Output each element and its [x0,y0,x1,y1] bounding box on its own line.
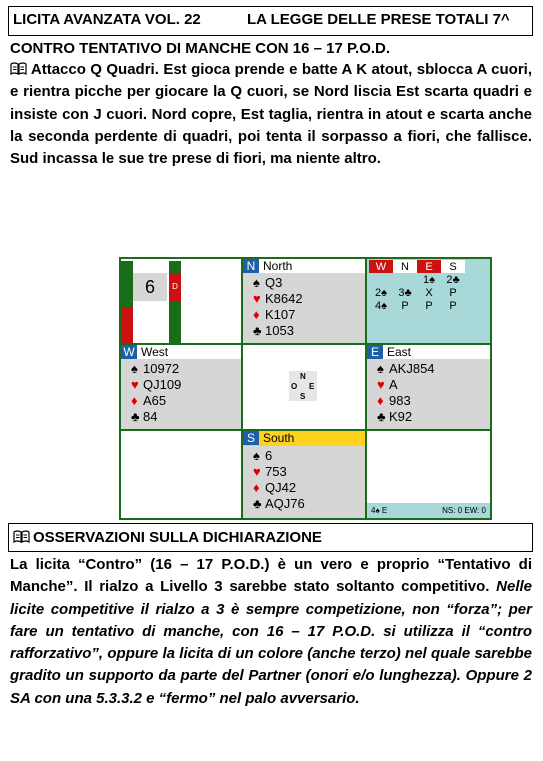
north-name: North [263,259,293,273]
west-hand [121,345,241,429]
west-clubs: 84 [143,409,158,424]
empty-cell [121,431,241,518]
bid-cell [393,273,417,286]
bid-cell: P [401,299,409,312]
east-name: East [387,345,412,359]
south-hearts: 753 [265,464,287,479]
heart-icon: ♥ [253,291,261,306]
compass-e: E [309,382,315,391]
east-spades: AKJ854 [389,361,435,376]
section-title: CONTRO TENTATIVO DI MANCHE CON 16 – 17 P.O.D. [10,40,391,57]
compass [289,371,317,401]
bid-header-n: N [393,260,417,273]
bid-cell: 4♠ [375,299,387,312]
spade-icon: ♠ [253,275,260,290]
book-icon [13,530,30,548]
diamond-icon: ♦ [253,307,260,322]
bid-cell [369,273,393,286]
score-line: NS: 0 EW: 0 [442,506,486,515]
bid-cell: 3♣ [398,286,412,299]
bid-cell: X [425,286,433,299]
club-icon: ♣ [253,496,262,511]
north-spades: Q3 [265,275,283,290]
bid-cell: P [449,299,457,312]
north-hearts: K8642 [265,291,303,306]
chapter-title: LA LEGGE DELLE PRESE TOTALI 7^ [247,11,510,28]
north-hand [243,259,365,343]
east-seat-tag: E [367,345,383,359]
bid-cell: P [449,286,457,299]
compass-n: N [300,372,306,381]
board-number: 6 [133,273,167,301]
intro-text: Attacco Q Quadri. Est gioca prende e batte A K atout, sblocca A cuori, e rientra picche per giocare la Q cuori, se Nord liscia Est scarta quadri e insiste con J cuori. Nord copre, Est taglia, rientra in atout e scarta anche la seconda perdente di quadri, poi tenta il sorpasso a fiori, che fallisce. Sud incassa le sue tre prese di fiori, ma niente altro. [10,61,532,168]
observations-title: OSSERVAZIONI SULLA DICHIARAZIONE [33,529,322,546]
south-diamonds: QJ42 [265,480,297,495]
west-spades: 10972 [143,361,180,376]
heart-icon: ♥ [377,377,385,392]
dealer-marker: D [169,273,181,301]
south-clubs: AQJ76 [265,496,305,511]
diamond-icon: ♦ [377,393,384,408]
bidding-table [369,260,465,312]
heart-icon: ♥ [131,377,139,392]
compass-o: O [291,382,298,391]
bidding-box [367,259,490,343]
observations-paragraph [10,554,532,710]
north-diamonds: K107 [265,307,296,322]
board-info-cell [121,259,241,343]
club-icon: ♣ [253,323,262,338]
bid-header-e: E [417,260,441,273]
bid-cell: 2♠ [375,286,387,299]
bid-cell: 2♣ [446,273,460,286]
bid-cell: 1♠ [423,273,435,286]
compass-cell [243,345,365,429]
spade-icon: ♠ [131,361,138,376]
west-hearts: QJ109 [143,377,182,392]
south-spades: 6 [265,448,273,463]
south-seat-tag: S [243,431,259,445]
bid-header-s: S [441,260,465,273]
bridge-deal-diagram [119,257,492,520]
heart-icon: ♥ [253,464,261,479]
spade-icon: ♠ [377,361,384,376]
observations-text: La licita “Contro” (16 – 17 P.O.D.) è un vero e proprio “Tentativo di Manche”. Il rialzo a Livello 3 sarebbe stato soltanto competitivo. [10,556,532,596]
east-hand [367,345,490,429]
south-name: South [263,431,295,445]
east-hearts: A [389,377,398,392]
west-name: West [141,345,169,359]
bid-header-w: W [369,260,393,273]
east-diamonds: 983 [389,393,411,408]
diamond-icon: ♦ [131,393,138,408]
intro-paragraph [10,59,532,170]
book-volume-title: LICITA AVANZATA VOL. 22 [13,11,201,28]
south-hand [243,431,365,518]
club-icon: ♣ [131,409,140,424]
final-contract: 4♠ E [371,506,388,515]
compass-s: S [300,392,306,401]
east-clubs: K92 [389,409,413,424]
bid-cell: P [425,299,433,312]
north-clubs: 1053 [265,323,294,338]
club-icon: ♣ [377,409,386,424]
west-seat-tag: W [121,345,137,359]
page-header [8,6,533,36]
diamond-icon: ♦ [253,480,260,495]
west-diamonds: A65 [143,393,167,408]
book-icon [10,61,31,78]
observations-italic-text: Nelle licite competitive il rialzo a 3 è sempre competizione, non “forza”; per fare un tentativo di manche, con 16 – 17 P.O.D. si utilizza il “contro rafforzativo”, oppure la licita di un colore (anche terzo) nel quale sarebbe gradito un supporto da parte del Partner (onori e/o lunghezza). Oppure 2 SA con una 5.3.3.2 e “fermo” nel palo avversario. [10,578,532,707]
north-seat-tag: N [243,259,259,273]
spade-icon: ♠ [253,448,260,463]
observations-header [8,523,533,552]
result-cell [367,431,490,518]
result-bar [367,503,490,518]
